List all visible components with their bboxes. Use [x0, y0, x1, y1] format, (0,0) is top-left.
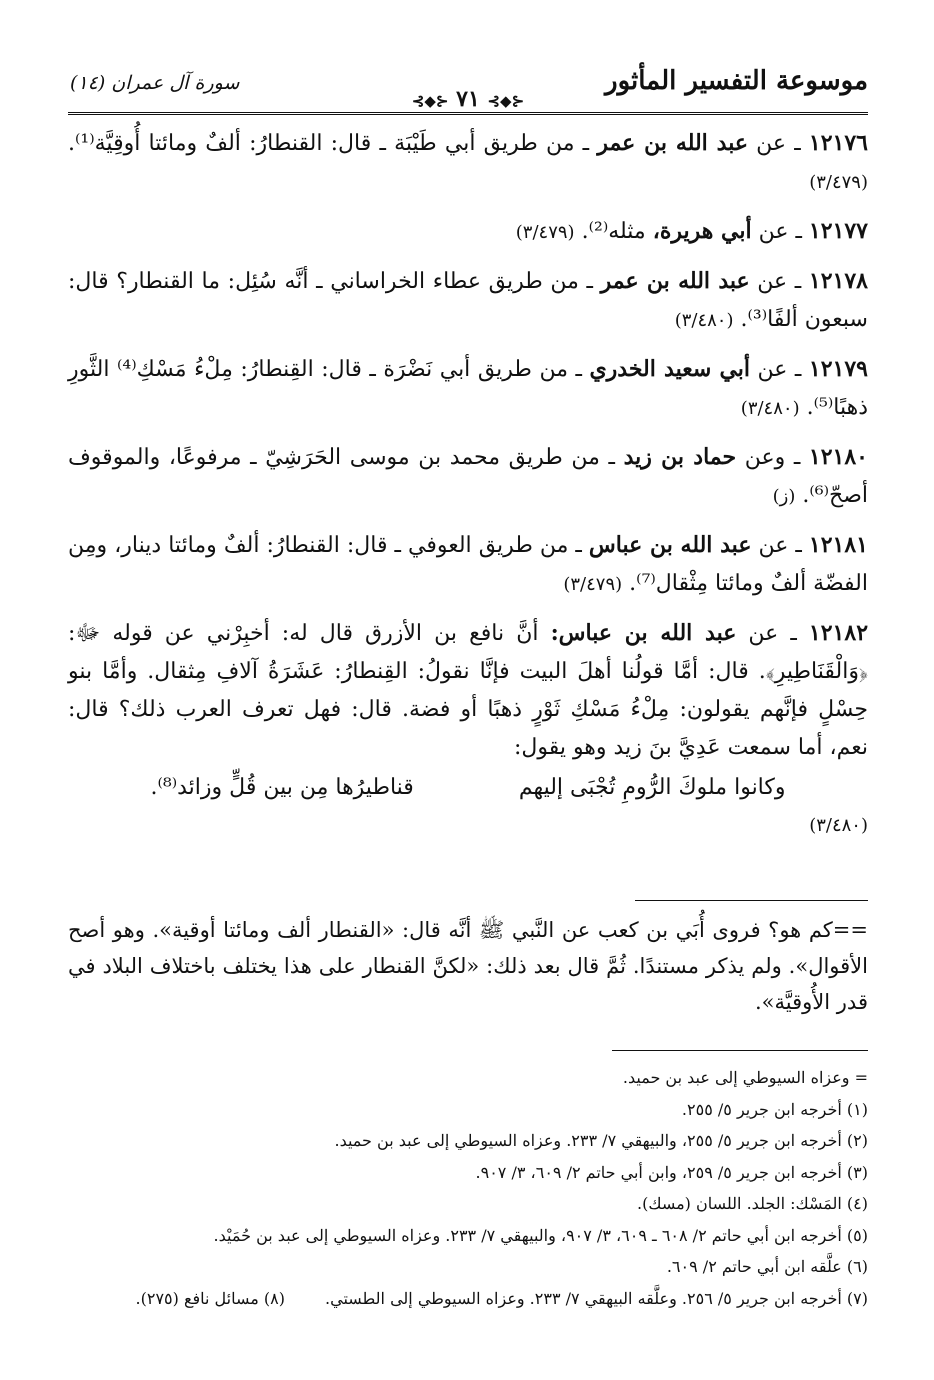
- entry-text: ـ من طريق العوفي ـ قال: القنطارُ: ألفٌ ومائتا دينار، ومِن الفضّة ألفٌ ومائتا مِثْقال⁽⁷⁾.: [68, 533, 868, 596]
- entry-number: ١٢١٧٩: [808, 356, 868, 382]
- entry-reference: (٣/٤٧٩): [515, 222, 575, 243]
- entry-prefix: ـ عن: [751, 533, 809, 558]
- entry-number: ١٢١٧٧: [808, 218, 868, 244]
- entry-prefix: ـ عن: [750, 357, 809, 382]
- narrator-name: أبي هريرة،: [652, 218, 752, 244]
- entry: [68, 526, 868, 604]
- entry-prefix: ـ وعن: [736, 445, 809, 470]
- continuation-rule: [635, 900, 868, 901]
- entry-text: ـ من طريق محمد بن موسى الحَرَشِيّ ـ مرفوعًا، والموقوف أصحّ⁽⁶⁾.: [68, 445, 868, 508]
- entry-reference: (٣/٤٧٩): [563, 574, 623, 595]
- narrator-name: عبد الله بن عمر: [600, 268, 750, 294]
- narrator-name: عبد الله بن عباس:: [550, 620, 737, 646]
- narrator-name: عبد الله بن عباس: [588, 532, 752, 558]
- poem-hemistich-left: قناطيرُها مِن بين قُلٍّ وزائد⁽⁸⁾.: [150, 775, 414, 800]
- entry-number: ١٢١٨٠: [808, 444, 868, 470]
- entry: [68, 438, 868, 516]
- entry-prefix: ـ عن: [747, 131, 809, 156]
- book-title: موسوعة التفسير المأثور: [605, 66, 868, 96]
- footnote: (٦) علَّقه ابن أبي حاتم ٢/ ٦٠٩.: [666, 1257, 868, 1276]
- main-text: [68, 124, 868, 845]
- footnote: = وعزاه السيوطي إلى عبد بن حميد.: [622, 1068, 868, 1087]
- page-number-row: [68, 86, 868, 112]
- poem-hemistich-right: وكانوا ملوكَ الرُّومِ تُجْبَى إليهم: [518, 775, 786, 800]
- entry-reference: (ز): [772, 486, 796, 507]
- entry-prefix: ـ عن: [749, 269, 809, 294]
- entry-reference: (٣/٤٨٠): [674, 310, 734, 331]
- entry-prefix: ـ عن: [751, 219, 809, 244]
- footnote: (٣) أخرجه ابن جرير ٥/ ٢٥٩، وابن أبي حاتم ٢/ ٦٠٩، ٣/ ٩٠٧.: [475, 1162, 868, 1182]
- entry-number: ١٢١٨٢: [808, 620, 869, 646]
- footnote: (٨) مسائل نافع (٢٧٥).: [135, 1288, 286, 1308]
- footnote: (٧) أخرجه ابن جرير ٥/ ٢٥٦. وعلَّقه البيهقي ٧/ ٢٣٣. وعزاه السيوطي إلى الطستي.: [325, 1288, 868, 1308]
- footnotes: [68, 1062, 868, 1314]
- footnote: (٢) أخرجه ابن جرير ٥/ ٢٥٥، والبيهقي ٧/ ٢٣٣. وعزاه السيوطي إلى عبد بن حميد.: [334, 1131, 868, 1150]
- poem-reference: (٣/٤٨٠): [809, 815, 868, 836]
- entry-text: ـ من طريق أبي طَيْبَة ـ قال: القنطارُ: ألفٌ ومائتا أُوقِيَّة⁽¹⁾.: [68, 131, 598, 156]
- page-header: [68, 62, 868, 110]
- page-number: ٧١: [456, 86, 480, 112]
- footnote-row: [68, 1283, 868, 1315]
- footnote-rule: [612, 1050, 868, 1051]
- footnote: (٤) المَسْك: الجلد. اللسان (مسك).: [637, 1194, 868, 1213]
- entry-text: أنَّ نافع بن الأزرق قال له: أخبِرْني عن قوله ﷻ: ﴿وَالْقَنَاطِيرِ﴾. قال: أمَّا قولُنا أهلَ البيت فإنَّا نقولُ: القِنطارُ: عَشَرَةُ آلافِ مِثقال. وأمَّا بنو حِسْلٍ فإنَّهم يقولون: مِلْءُ مَسْكِ ثَوْرٍ ذهبًا أو فضة. قال: فهل تعرف العرب ذلك؟ قال: نعم، أما سمعت عَدِيَّ بنَ زيد وهو يقول:: [68, 621, 868, 760]
- entry: [68, 350, 868, 428]
- entry-number: ١٢١٧٦: [808, 130, 868, 156]
- narrator-name: أبي سعيد الخدري: [589, 356, 751, 382]
- narrator-name: حماد بن زيد: [623, 444, 737, 470]
- header-rule: [68, 112, 868, 115]
- entry-text: مثله⁽²⁾.: [581, 219, 653, 244]
- surah-label: سورة آل عمران (١٤): [70, 72, 240, 94]
- ornament-left: ⊰◆⊱: [487, 92, 525, 110]
- continued-note: ==كم هو؟ فروى أُبَي بن كعب عن النَّبي ﷺ أنَّه قال: «القنطار ألف ومائتا أوقية». وهو أصح الأقوال». ولم يذكر مستندًا. ثُمَّ قال بعد ذلك: «لكنَّ القنطار على هذا يختلف باختلاف البلاد في قدر الأُوقيَّة».: [68, 918, 868, 1014]
- entry: [68, 124, 868, 202]
- entry-reference: (٣/٤٨٠): [740, 398, 800, 419]
- entry: [68, 262, 868, 340]
- entry: [68, 614, 868, 767]
- ornament-right: ⊰◆⊱: [411, 92, 449, 110]
- entry-text: ـ من طريق أبي نَضْرَة ـ قال: القِنطارُ: مِلْءُ مَسْكِ⁽⁴⁾ الثَّورِ ذهبًا⁽⁵⁾.: [68, 357, 868, 420]
- footnote: (٥) أخرجه ابن أبي حاتم ٢/ ٦٠٨ ـ ٦٠٩، ٣/ ٩٠٧، والبيهقي ٧/ ٢٣٣. وعزاه السيوطي إلى عبد بن حُمَيْد.: [213, 1225, 868, 1245]
- entry: [68, 212, 868, 252]
- footnote: (١) أخرجه ابن جرير ٥/ ٢٥٥.: [681, 1099, 868, 1119]
- poem-verse: [68, 769, 868, 807]
- entry-number: ١٢١٧٨: [808, 268, 868, 294]
- entry-number: ١٢١٨١: [808, 532, 868, 558]
- entry-prefix: ـ عن: [736, 621, 809, 646]
- narrator-name: عبد الله بن عمر: [597, 130, 748, 156]
- entry-text: ـ من طريق عطاء الخراساني ـ أنَّه سُئِل: ما القنطار؟ قال: سبعون ألفًا⁽³⁾.: [68, 269, 868, 332]
- entry-reference: (٣/٤٧٩): [809, 172, 868, 193]
